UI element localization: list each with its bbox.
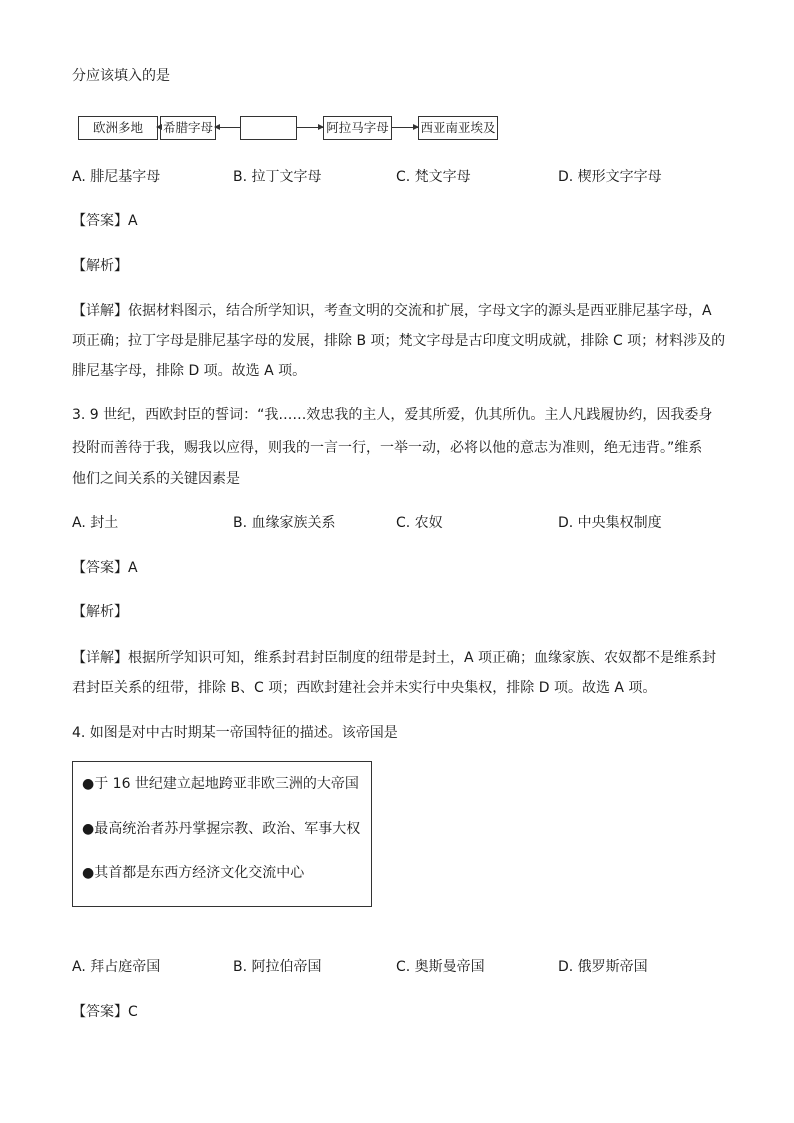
diagram-box-greek: 希腊字母 (160, 116, 216, 140)
q2-option-c: C. 梵文字母 (396, 169, 471, 185)
q2-detail-line-2: 项正确；拉丁字母是腓尼基字母的发展，排除 B 项；梵文字母是古印度文明成就，排除 C 项；材料涉及的 (72, 333, 726, 349)
q4-option-c: C. 奥斯曼帝国 (396, 959, 485, 975)
empire-feature-2: ●最高统治者苏丹掌握宗教、政治、军事大权 (82, 821, 361, 837)
q2-option-b: B. 拉丁文字母 (233, 169, 322, 185)
q3-option-a: A. 封土 (72, 515, 119, 531)
diagram-arrow-4 (391, 127, 418, 128)
q2-detail-line-1: 【详解】依据材料图示，结合所学知识，考查文明的交流和扩展，字母文字的源头是西亚腓尼基字母，A (72, 303, 712, 319)
q3-stem-line-1: 3. 9 世纪，西欧封臣的誓词：“我……效忠我的主人，爱其所爱，仇其所仇。主人凡践履协约，因我委身 (72, 407, 713, 423)
q2-option-d: D. 楔形文字字母 (558, 169, 662, 185)
q2-answer: 【答案】A (72, 213, 138, 229)
q2-stem-tail: 分应该填入的是 (72, 68, 170, 84)
diagram-box-aramaic: 阿拉马字母 (323, 116, 392, 140)
q3-option-b: B. 血缘家族关系 (233, 515, 336, 531)
q4-option-b: B. 阿拉伯帝国 (233, 959, 322, 975)
diagram-box-west-asia: 西亚南亚埃及 (418, 116, 498, 140)
q3-detail-line-2: 君封臣关系的纽带，排除 B、C 项；西欧封建社会并未实行中央集权，排除 D 项。故选 A 项。 (72, 680, 657, 696)
q3-stem-line-2: 投附而善待于我，赐我以应得，则我的一言一行，一举一动，必将以他的意志为准则，绝无违背。”维系 (72, 440, 703, 456)
q3-analysis-heading: 【解析】 (72, 604, 128, 620)
q2-detail-line-3: 腓尼基字母，排除 D 项。故选 A 项。 (72, 363, 307, 379)
q4-option-a: A. 拜占庭帝国 (72, 959, 161, 975)
diagram-arrow-2 (215, 127, 240, 128)
empire-feature-1: ●于 16 世纪建立起地跨亚非欧三洲的大帝国 (82, 776, 359, 792)
diagram-arrow-3 (296, 127, 323, 128)
q3-option-c: C. 农奴 (396, 515, 443, 531)
q4-option-d: D. 俄罗斯帝国 (558, 959, 648, 975)
q3-answer: 【答案】A (72, 560, 138, 576)
diagram-box-europe: 欧洲多地 (78, 116, 158, 140)
diagram-box-blank (240, 116, 297, 140)
empire-feature-3: ●其首都是东西方经济文化交流中心 (82, 865, 305, 881)
q2-analysis-heading: 【解析】 (72, 258, 128, 274)
q4-stem: 4. 如图是对中古时期某一帝国特征的描述。该帝国是 (72, 725, 398, 741)
q3-detail-line-1: 【详解】根据所学知识可知，维系封君封臣制度的纽带是封土，A 项正确；血缘家族、农奴都不是维系封 (72, 650, 717, 666)
q2-option-a: A. 腓尼基字母 (72, 169, 161, 185)
empire-features-box (72, 761, 372, 907)
q3-stem-line-3: 他们之间关系的关键因素是 (72, 471, 240, 487)
q4-answer: 【答案】C (72, 1004, 138, 1020)
q3-option-d: D. 中央集权制度 (558, 515, 662, 531)
